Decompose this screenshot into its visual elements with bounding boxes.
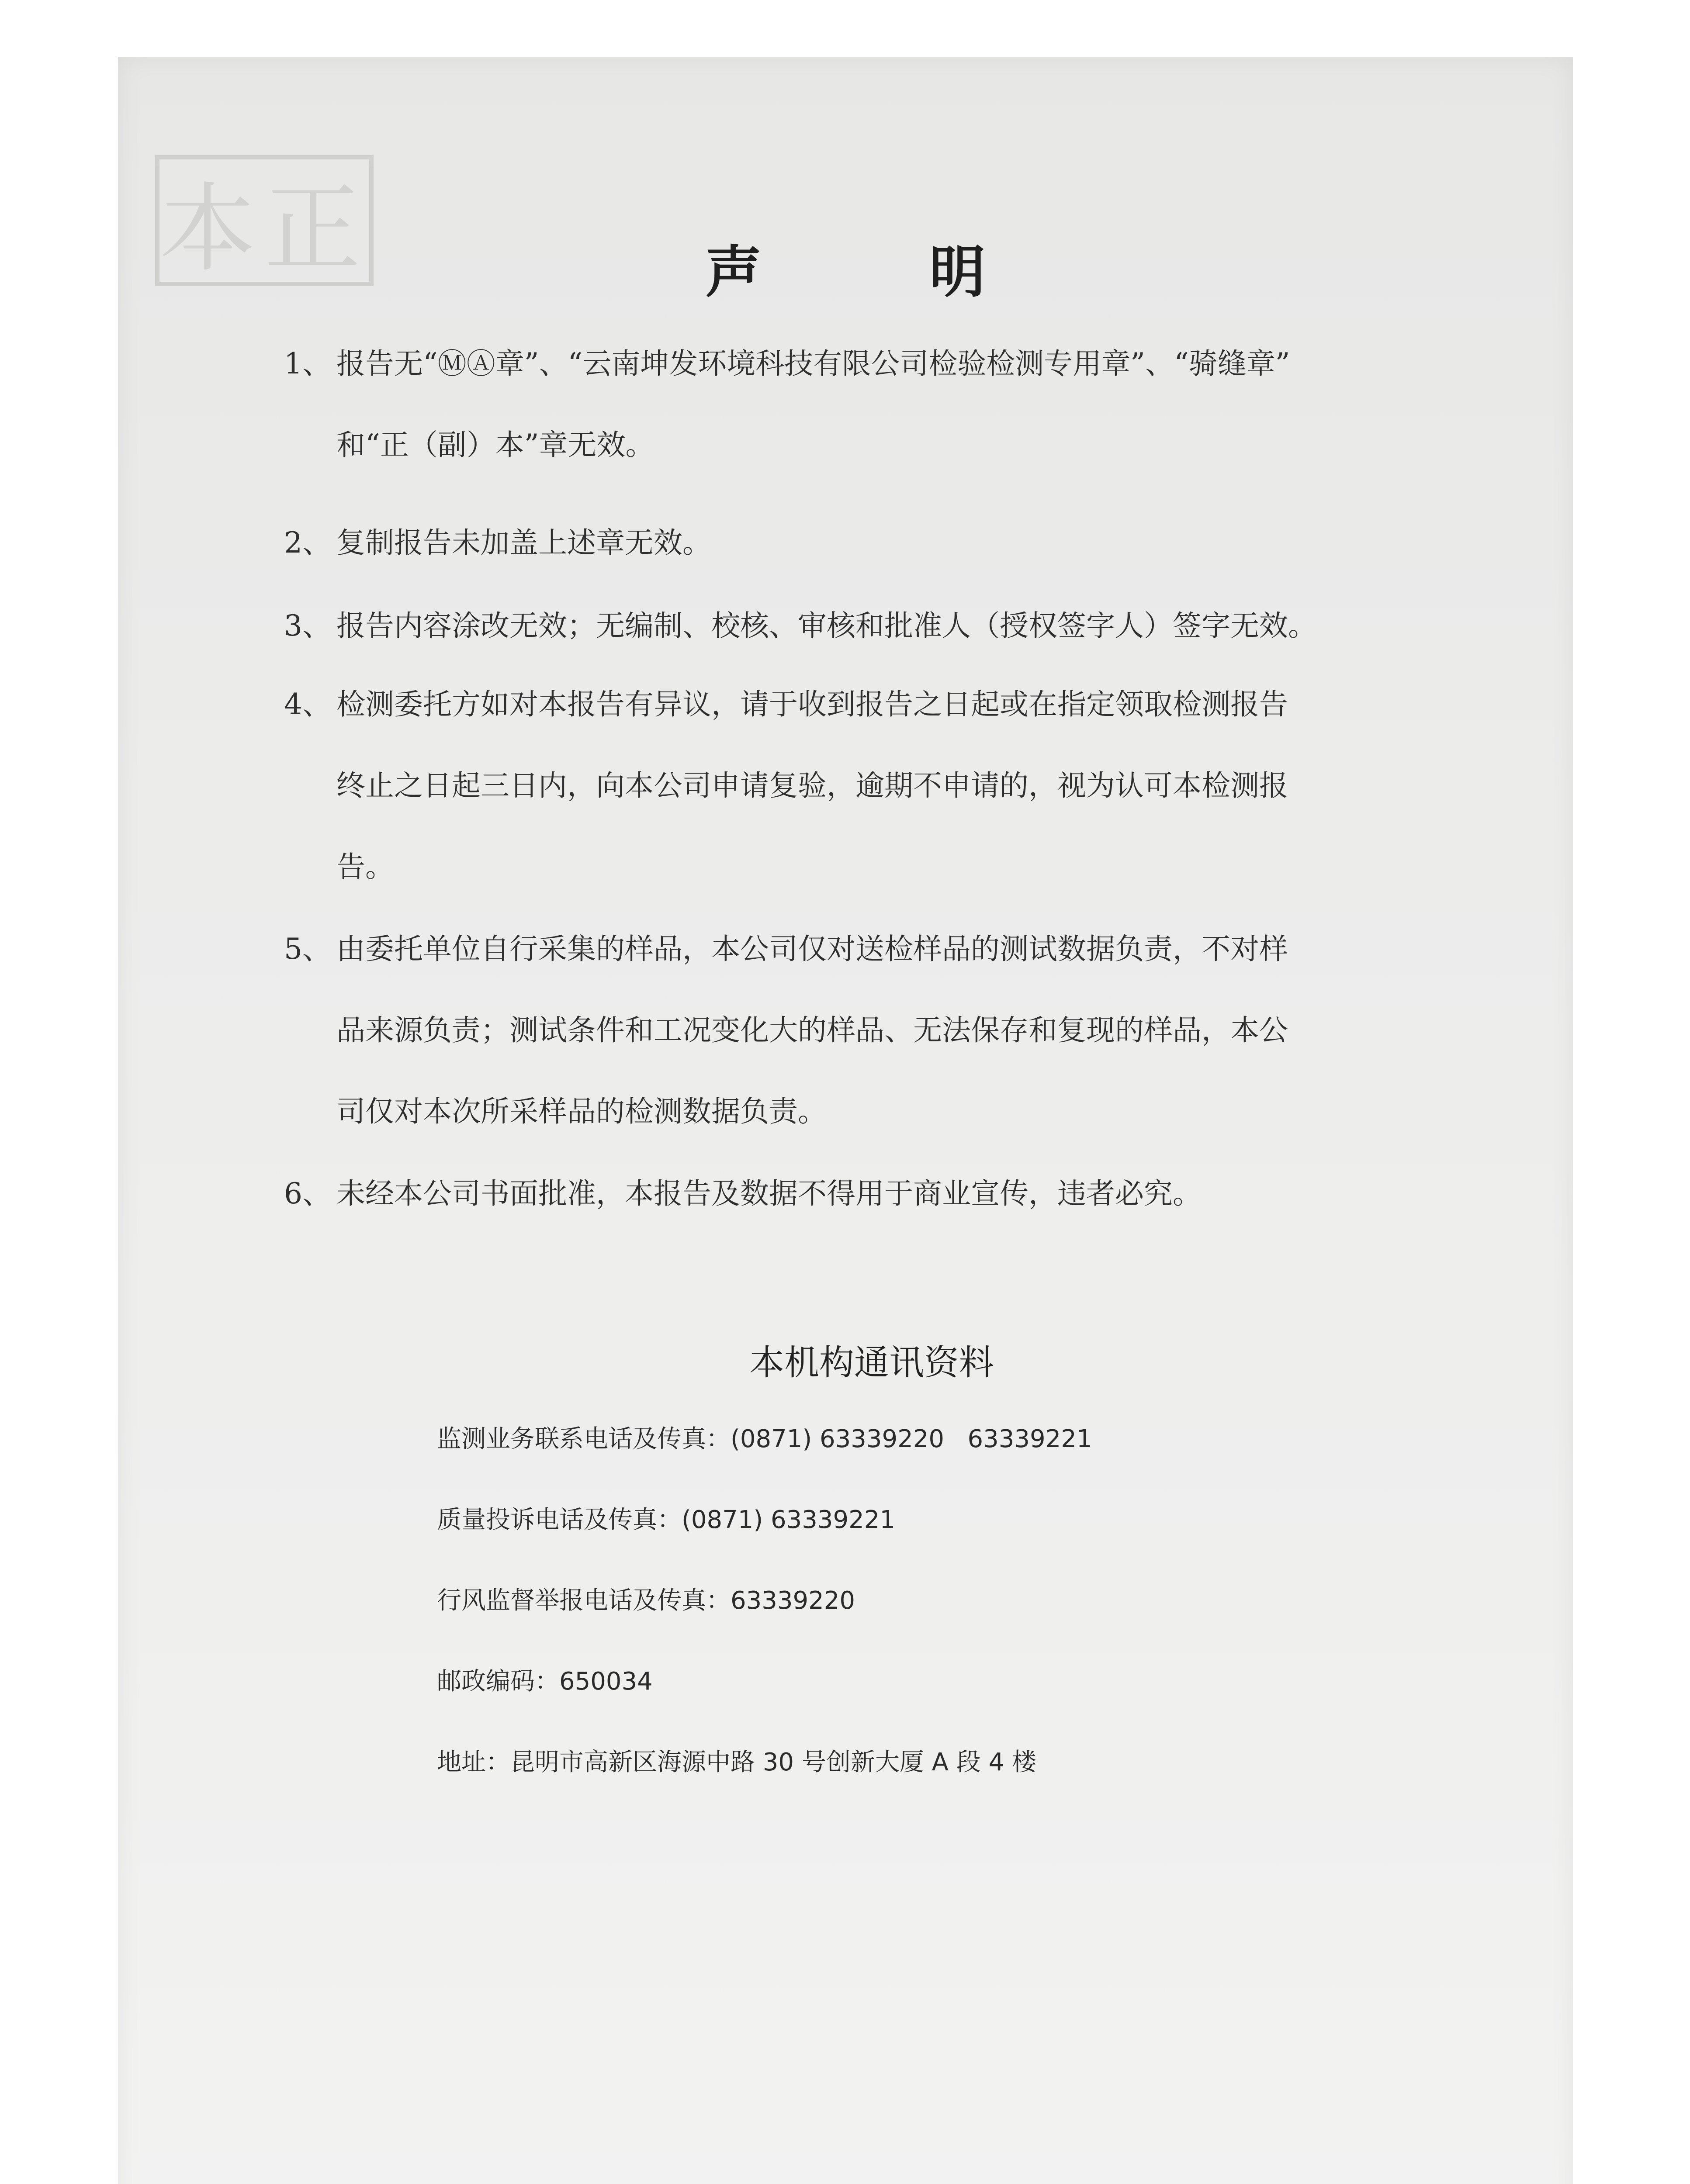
- statement-item: [284, 502, 1560, 584]
- contact-line: 监测业务联系电话及传真：(0871) 63339220 63339221: [437, 1425, 1092, 1453]
- statement-line: 复制报告未加盖上述章无效。: [336, 526, 711, 560]
- statement-item: [284, 1153, 1560, 1234]
- statement-line: 终止之日起三日内，向本公司申请复验，逾期不申请的，视为认可本检测报: [336, 769, 1288, 802]
- statement-number: 3、: [284, 609, 331, 643]
- statement-line: 报告内容涂改无效；无编制、校核、审核和批准人（授权签字人）签字无效。: [336, 609, 1317, 643]
- statement-number: 2、: [284, 526, 331, 560]
- statement-line: 检测委托方如对本报告有异议，请于收到报告之日起或在指定领取检测报告: [336, 688, 1288, 721]
- statement-number: 4、: [284, 688, 331, 721]
- contact-line: 邮政编码：650034: [437, 1667, 653, 1696]
- contact-line: 行风监督举报电话及传真：63339220: [437, 1586, 855, 1615]
- statement-line: 报告无“ⓂⒶ章”、“云南坤发环境科技有限公司检验检测专用章”、“骑缝章”: [336, 347, 1290, 380]
- contact-line: 地址：昆明市高新区海源中路 30 号创新大厦 A 段 4 楼: [437, 1748, 1036, 1776]
- scanned-paper: [118, 57, 1573, 2184]
- contact-line: 质量投诉电话及传真：(0871) 63339221: [437, 1506, 896, 1534]
- statement-item: [284, 585, 1560, 667]
- contact-section-title: 本机构通讯资料: [749, 1342, 994, 1383]
- statement-number: 1、: [284, 347, 331, 380]
- statement-item: [284, 664, 1560, 908]
- statement-number: 6、: [284, 1177, 331, 1210]
- statement-line: 未经本公司书面批准，本报告及数据不得用于商业宣传，违者必究。: [336, 1177, 1202, 1210]
- statement-number: 5、: [284, 932, 331, 966]
- copy-stamp: 本正: [155, 155, 374, 286]
- statement-item: [284, 323, 1560, 486]
- page-title: 声 明: [705, 239, 1060, 305]
- statement-line: 品来源负责；测试条件和工况变化大的样品、无法保存和复现的样品，本公: [336, 1013, 1288, 1047]
- statement-item: [284, 909, 1560, 1152]
- statement-line: 由委托单位自行采集的样品，本公司仅对送检样品的测试数据负责，不对样: [336, 932, 1288, 966]
- statement-line: 告。: [336, 850, 394, 884]
- statement-line: 和“正（副）本”章无效。: [336, 428, 655, 462]
- statement-line: 司仅对本次所采样品的检测数据负责。: [336, 1095, 827, 1128]
